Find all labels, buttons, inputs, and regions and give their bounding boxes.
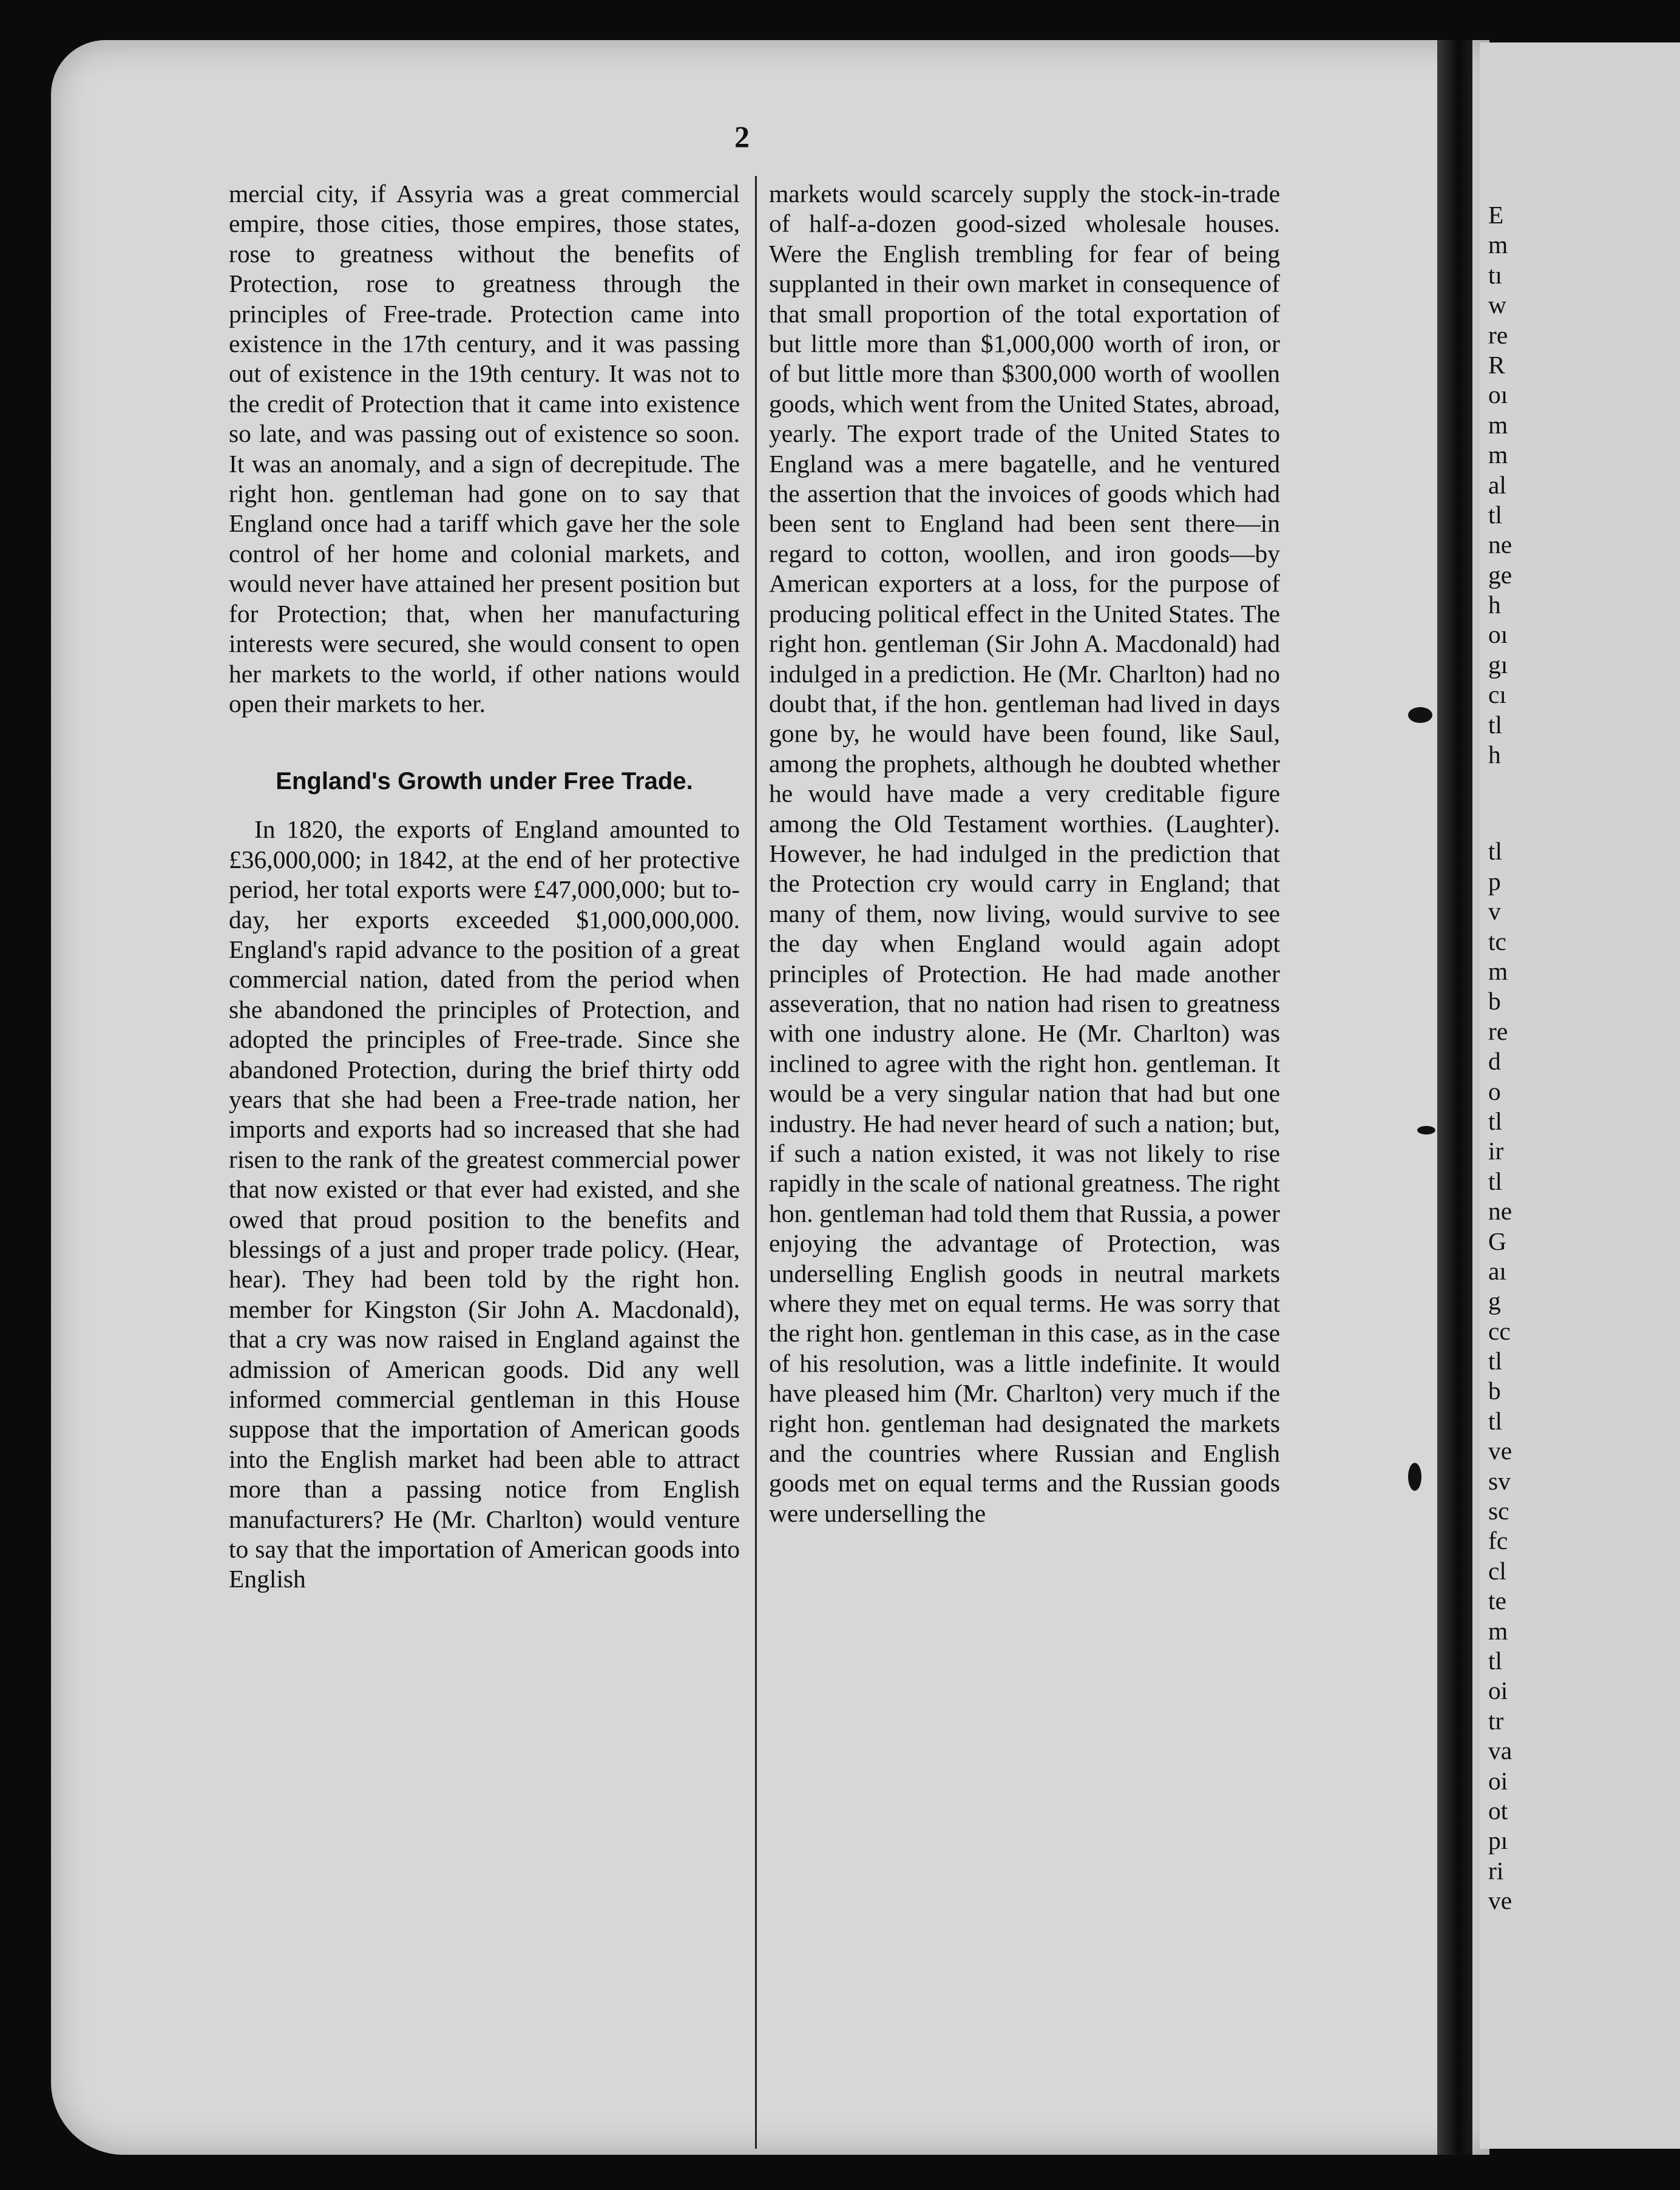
- adjacent-fragment: tl: [1488, 1347, 1503, 1375]
- adjacent-fragment: b: [1488, 1377, 1501, 1405]
- adjacent-fragment: R: [1488, 350, 1505, 379]
- adjacent-fragment: re: [1488, 1017, 1508, 1045]
- ink-spot: [1408, 707, 1432, 723]
- adjacent-fragment: cı: [1488, 680, 1506, 709]
- adjacent-fragment: oi: [1488, 1676, 1508, 1705]
- adjacent-page-fragments: [1488, 200, 1512, 1916]
- adjacent-fragment: oı: [1488, 381, 1508, 409]
- section-heading: England's Growth under Free Trade.: [276, 768, 693, 795]
- adjacent-fragment: re: [1488, 320, 1508, 349]
- left-paragraph-1: mercial city, if Assyria was a great commercial empire, those cities, those empires, those states, rose to greatness without the benefits of Protection, rose to greatness through the principles of Free-trade. Protection came into existence in the 17th century, and it was passing out of existence in the 19th century. It was not to the credit of Protection that it came into existence so late, and was passing out of existence so soon. It was an anomaly, and a sign of decrepitude. The right hon. gentleman had gone on to say that England once had a tariff which gave her the sole control of her home and colonial markets, and would never have attained her present position but for Protection; that, when her manufacturing interests were secured, she would consent to open her markets to the world, if other nations would open their markets to her.: [229, 180, 740, 717]
- adjacent-fragment: o: [1488, 1077, 1501, 1105]
- adjacent-page: [1480, 42, 1680, 2149]
- adjacent-fragment: tc: [1488, 927, 1506, 955]
- adjacent-fragment: m: [1488, 957, 1508, 985]
- adjacent-fragment: v: [1488, 897, 1501, 926]
- adjacent-fragment: G: [1488, 1227, 1506, 1255]
- adjacent-fragment: tr: [1488, 1706, 1504, 1735]
- adjacent-fragment: ot: [1488, 1796, 1508, 1825]
- adjacent-fragment: m: [1488, 1616, 1508, 1645]
- adjacent-fragment: cl: [1488, 1556, 1506, 1585]
- adjacent-fragment: p: [1488, 867, 1501, 895]
- adjacent-fragment: oi: [1488, 1766, 1508, 1795]
- adjacent-fragment: E: [1488, 201, 1504, 229]
- page-number: 2: [734, 120, 750, 154]
- adjacent-fragment: ve: [1488, 1887, 1512, 1915]
- adjacent-fragment: va: [1488, 1737, 1512, 1765]
- adjacent-fragment: ir: [1488, 1137, 1504, 1165]
- adjacent-fragment: gı: [1488, 650, 1508, 679]
- adjacent-fragment: m: [1488, 441, 1508, 469]
- adjacent-fragment: tl: [1488, 1406, 1503, 1435]
- adjacent-fragment: pı: [1488, 1826, 1508, 1855]
- ink-spot: [1408, 1463, 1421, 1491]
- adjacent-fragment: m: [1488, 231, 1508, 259]
- adjacent-fragment: aı: [1488, 1256, 1506, 1285]
- adjacent-fragment: b: [1488, 987, 1501, 1015]
- right-column: [769, 179, 1280, 1528]
- adjacent-fragment: tl: [1488, 837, 1503, 866]
- adjacent-fragment: h: [1488, 741, 1501, 769]
- adjacent-fragment: ge: [1488, 560, 1512, 589]
- adjacent-fragment: g: [1488, 1287, 1501, 1315]
- column-divider: [755, 176, 757, 2149]
- adjacent-fragment: tl: [1488, 500, 1503, 529]
- adjacent-fragment: tı: [1488, 260, 1503, 289]
- adjacent-fragment: ri: [1488, 1856, 1504, 1885]
- adjacent-fragment: fc: [1488, 1527, 1508, 1555]
- adjacent-fragment: tl: [1488, 710, 1503, 739]
- adjacent-fragment: ne: [1488, 531, 1512, 559]
- adjacent-fragment: oı: [1488, 620, 1508, 649]
- adjacent-fragment: w: [1488, 291, 1506, 319]
- adjacent-fragment: sv: [1488, 1466, 1511, 1495]
- left-paragraph-2: In 1820, the exports of England amounted to £36,000,000; in 1842, at the end of her protective period, her total exports were £47,000,000; but to-day, her exports exceeded $1,000,000,000. England's rapid advance to the position of a great commercial nation, dated from the period when she abandoned the principles of Protection, and adopted the principles of Free-trade. Since she abandoned Protection, during the brief thirty odd years that she had been a Free-trade nation, her imports and exports had so increased that she had risen to the rank of the greatest commercial power that now existed or that ever had existed, and she owed that proud position to the benefits and blessings of a just and proper trade policy. (Hear, hear). They had been told by the right hon. member for Kingston (Sir John A. Macdonald), that a cry was now raised in England against the admission of American goods. Did any well informed commercial gentleman in this House suppose that the importation of American goods into the English market had been able to attract more than a passing notice from English manufacturers? He (Mr. Charlton) would venture to say that the importation of American goods into English: [229, 815, 740, 1593]
- adjacent-fragment: al: [1488, 470, 1506, 499]
- adjacent-fragment: m: [1488, 410, 1508, 439]
- adjacent-fragment: sc: [1488, 1497, 1509, 1525]
- adjacent-fragment: tl: [1488, 1646, 1503, 1675]
- page-gutter: [1437, 40, 1472, 2155]
- adjacent-fragment: d: [1488, 1047, 1501, 1076]
- adjacent-fragment: tl: [1488, 1107, 1503, 1135]
- adjacent-fragment: tl: [1488, 1167, 1503, 1195]
- fragment-gap: [1488, 770, 1512, 836]
- ink-spot: [1417, 1126, 1435, 1134]
- adjacent-fragment: ve: [1488, 1437, 1512, 1465]
- adjacent-fragment: te: [1488, 1587, 1506, 1615]
- adjacent-fragment: h: [1488, 591, 1501, 619]
- adjacent-fragment: cc: [1488, 1317, 1511, 1345]
- adjacent-fragment: ne: [1488, 1197, 1512, 1226]
- left-column: [229, 179, 740, 1595]
- right-paragraph-1: markets would scarcely supply the stock-in-trade of half-a-dozen good-sized wholesale houses. Were the English trembling for fear of being supplanted in their own market in consequence of that small proportion of the total exportation of but little more than $1,000,000 worth of iron, or of but little more than $300,000 worth of woollen goods, which went from the United States, abroad, yearly. The export trade of the United States to England was a mere bagatelle, and he ventured the assertion that the invoices of goods which had been sent to England had been sent there—in regard to cotton, woollen, and iron goods—by American exporters at a loss, for the purpose of producing political effect in the United States. The right hon. gentleman (Sir John A. Macdonald) had indulged in a prediction. He (Mr. Charlton) had no doubt that, if the hon. gentleman had lived in days gone by, he would have been found, like Saul, among the prophets, although he doubted whether he would have made a very creditable figure among the Old Testament worthies. (Laughter). However, he had indulged in the prediction that the Protection cry would carry in England; that many of them, now living, would survive to see the day when England would again adopt principles of Protection. He had made another asseveration, that no nation had risen to greatness with one industry alone. He (Mr. Charlton) was inclined to agree with the right hon. gentleman. It would be a very singular nation that had but one industry. He had never heard of such a nation; but, if such a nation existed, it was not likely to rise rapidly in the scale of national greatness. The right hon. gentleman had told them that Russia, a power enjoying the advantage of Protection, was underselling English goods in neutral markets where they met on equal terms. He was sorry that the right hon. gentleman in this case, as in the case of his resolution, was a little indefinite. It would have pleased him (Mr. Charlton) very much if the right hon. gentleman had designated the markets and the countries where Russian and English goods met on equal terms and the Russian goods were underselling the: [769, 180, 1280, 1527]
